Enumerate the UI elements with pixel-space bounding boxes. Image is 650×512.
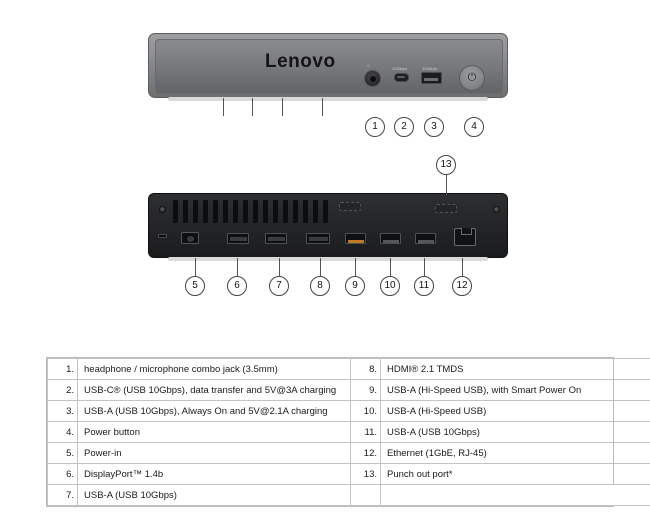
legend-text: Power button	[78, 422, 351, 443]
legend-num: 12.	[351, 443, 381, 464]
leader-4	[322, 98, 323, 116]
legend-text: HDMI® 2.1 TMDS	[381, 359, 650, 380]
leader-2	[252, 98, 253, 116]
leader-3	[282, 98, 283, 116]
leader-13	[446, 175, 447, 195]
legend-text-empty	[381, 485, 650, 506]
leader-11	[424, 258, 425, 276]
leader-5	[195, 258, 196, 276]
legend-text: Ethernet (1GbE, RJ-45)	[381, 443, 650, 464]
punch-out-port	[435, 204, 457, 213]
rear-view-shadow	[168, 257, 488, 261]
callout-5: 5	[185, 276, 205, 296]
legend-num: 4.	[48, 422, 78, 443]
chassis-screw-left	[159, 206, 166, 213]
power-in-port	[181, 232, 199, 244]
table-row	[48, 422, 650, 443]
callout-7: 7	[269, 276, 289, 296]
legend-num: 5.	[48, 443, 78, 464]
usba-10gbps-port-rear-1	[265, 233, 287, 244]
chassis-screw-right	[493, 206, 500, 213]
security-lock-slot	[158, 234, 167, 238]
usba-port-front	[421, 72, 442, 84]
legend-num: 3.	[48, 401, 78, 422]
leader-9	[355, 258, 356, 276]
legend-num: 2.	[48, 380, 78, 401]
leader-1	[223, 98, 224, 116]
displayport-port	[227, 233, 249, 244]
legend-num: 9.	[351, 380, 381, 401]
front-view-chassis	[148, 33, 508, 98]
table-row	[48, 485, 650, 506]
ethernet-rj45-port	[454, 228, 476, 246]
table-row	[48, 401, 650, 422]
leader-6	[237, 258, 238, 276]
legend-text: USB-A (USB 10Gbps), Always On and 5V@2.1A charging	[78, 401, 351, 422]
leader-7	[279, 258, 280, 276]
leader-8	[320, 258, 321, 276]
usba-hispeed-smart-power-port	[345, 233, 366, 244]
table-row	[48, 443, 650, 464]
headphone-icon-label: ⌂	[367, 63, 370, 68]
table-row	[48, 464, 650, 485]
callout-3: 3	[424, 117, 444, 137]
callout-12: 12	[452, 276, 472, 296]
lenovo-logo: Lenovo	[265, 51, 336, 72]
usba-hispeed-port	[380, 233, 401, 244]
power-button	[459, 65, 485, 91]
legend-num: 8.	[351, 359, 381, 380]
leader-12	[462, 258, 463, 276]
legend-text: headphone / microphone combo jack (3.5mm)	[78, 359, 351, 380]
rear-view-chassis	[148, 193, 508, 258]
callout-11: 11	[414, 276, 434, 296]
legend-text: USB-A (Hi-Speed USB), with Smart Power On	[381, 380, 650, 401]
usbc-speed-label: 10Gbps	[392, 66, 408, 71]
hdmi-port	[306, 233, 330, 244]
legend-num: 7.	[48, 485, 78, 506]
legend-num: 1.	[48, 359, 78, 380]
legend-text: USB-A (USB 10Gbps)	[381, 422, 650, 443]
callout-13: 13	[436, 155, 456, 175]
table-row	[48, 359, 650, 380]
legend-num: 13.	[351, 464, 381, 485]
legend-text: USB-A (USB 10Gbps)	[78, 485, 351, 506]
callout-6: 6	[227, 276, 247, 296]
usba-speed-label: 10Gbps	[422, 66, 438, 71]
legend-num: 10.	[351, 401, 381, 422]
legend-num: 11.	[351, 422, 381, 443]
legend-text: DisplayPort™ 1.4b	[78, 464, 351, 485]
legend-text: USB-C® (USB 10Gbps), data transfer and 5V@3A charging	[78, 380, 351, 401]
callout-2: 2	[394, 117, 414, 137]
table-row	[48, 380, 650, 401]
callout-9: 9	[345, 276, 365, 296]
headphone-combo-jack	[364, 70, 381, 87]
usbc-port-front	[394, 73, 409, 82]
legend-text: Punch out port*	[381, 464, 650, 485]
callout-1: 1	[365, 117, 385, 137]
usba-10gbps-port-rear-2	[415, 233, 436, 244]
legend-text: USB-A (Hi-Speed USB)	[381, 401, 650, 422]
legend-text: Power-in	[78, 443, 351, 464]
front-view-shadow	[168, 97, 488, 101]
legend-num: 6.	[48, 464, 78, 485]
legend-num-empty	[351, 485, 381, 506]
leader-10	[390, 258, 391, 276]
power-icon: ⏻	[467, 71, 477, 84]
callout-8: 8	[310, 276, 330, 296]
callout-4: 4	[464, 117, 484, 137]
callout-10: 10	[380, 276, 400, 296]
legend-table	[46, 357, 614, 507]
punch-out-port-top	[339, 202, 361, 211]
vent-grille	[173, 200, 333, 223]
